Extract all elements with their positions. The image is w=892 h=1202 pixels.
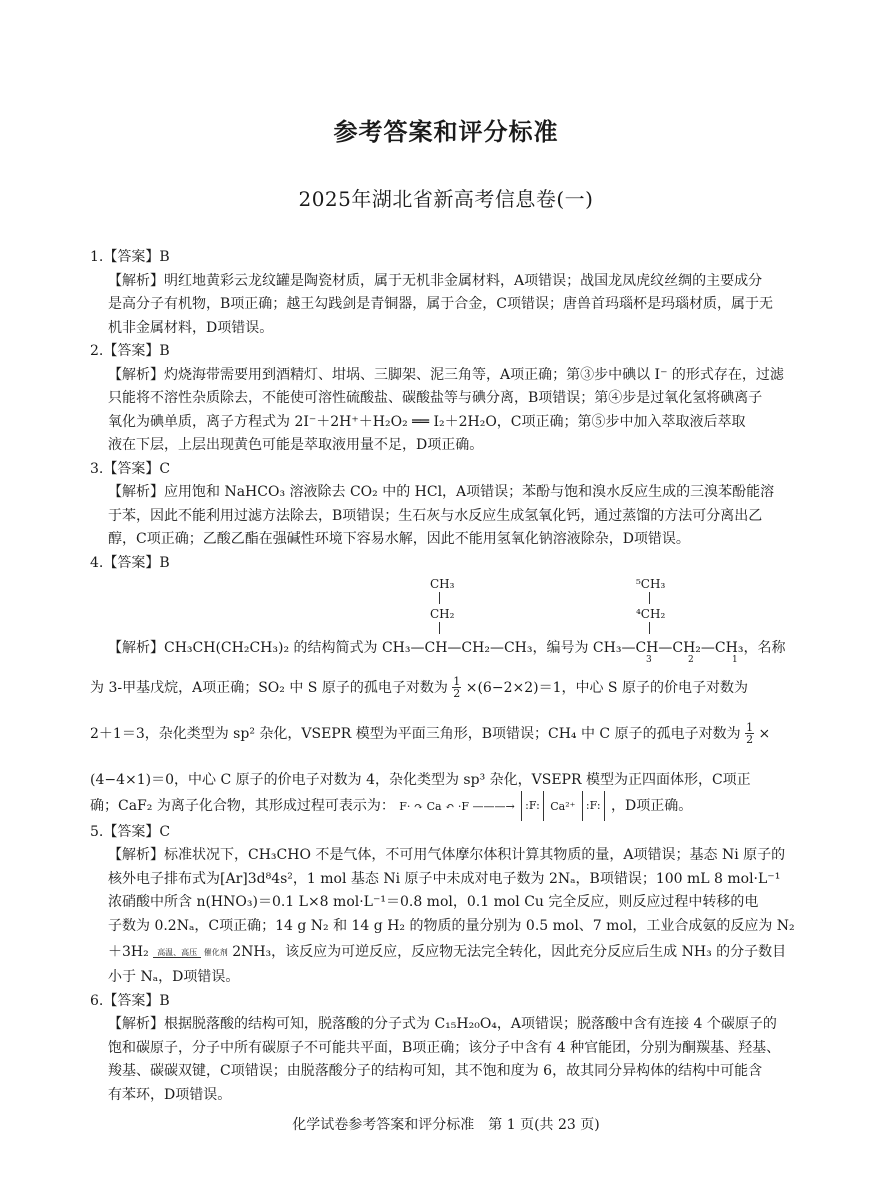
structural-formula-block xyxy=(90,575,802,649)
q4-line: 为 3-甲基戊烷，A项正确；SO₂ 中 S 原子的孤电子对数为 $\frac{1}{2}$ ×(6−2×2)＝1，中心 S 原子的价电子对数为 xyxy=(90,675,748,700)
bond-line xyxy=(649,622,650,634)
q3-explain-line: 醇，C项正确；乙酸乙酯在强碱性环境下容易水解，因此不能用氢氧化钠溶液除杂，D项错误。 xyxy=(108,531,690,547)
q6-explain-line: 有苯环，D项错误。 xyxy=(108,1086,232,1103)
q6-answer: 6.【答案】B xyxy=(90,992,170,1009)
lewis-fluoride: :F: xyxy=(521,791,544,821)
q2-explain-line: 【解析】灼烧海带需要用到酒精灯、坩埚、三脚架、泥三角等，A项正确；第③步中碘以 I⁻ 的形式存在，过滤 xyxy=(108,366,784,383)
q2-answer: 2.【答案】B xyxy=(90,343,170,359)
lewis-formation-left: F· ↷ Ca ↶ ·F ———→ xyxy=(399,799,515,813)
q5-equation-line: ＋3H₂ 高温、高压 催化剂 2NH₃，该反应为可逆反应，反应物无法完全转化，因此充分反应后生成 NH₃ 的分子数目 xyxy=(108,944,787,960)
q4-line: (4−4×1)＝0，中心 C 原子的价电子对数为 4，杂化类型为 sp³ 杂化，VSEPR 模型为正四面体形，C项正 xyxy=(90,771,751,788)
q6-explain-line: 【解析】根据脱落酸的结构可知，脱落酸的分子式为 C₁₅H₂₀O₄，A项错误；脱落酸中含有连接 4 个碳原子的 xyxy=(108,1016,777,1032)
q5-explain-line: 小于 Nₐ，D项错误。 xyxy=(108,969,240,985)
branch-4ch2: ⁴CH₂ xyxy=(636,607,666,621)
carbon-number: 2 xyxy=(688,654,694,665)
fraction: $\frac{1}{2}$ xyxy=(746,721,754,746)
q5-answer: 5.【答案】C xyxy=(90,823,171,840)
branch-5ch3: ⁵CH₃ xyxy=(636,577,666,591)
q1-answer: 1.【答案】B xyxy=(90,249,170,265)
q6-explain-line: 饱和碳原子，分子中所有碳原子不可能共平面，B项正确；该分子中含有 4 种官能团，分别为酮羰基、羟基、 xyxy=(108,1039,781,1056)
carbon-numbering xyxy=(90,655,802,665)
q1-explain-line: 【解析】明红地黄彩云龙纹罐是陶瓷材质，属于无机非金属材料，A项错误；战国龙凤虎纹丝绸的主要成分 xyxy=(108,272,763,289)
bond-line xyxy=(439,592,440,604)
q1-explain-line: 机非金属材料，D项错误。 xyxy=(108,319,274,336)
branch-ch2: CH₂ xyxy=(430,607,455,621)
page-title: 参考答案和评分标准 xyxy=(333,117,559,146)
q2-explain-line: 氧化为碘单质，离子方程式为 2I⁻＋2H⁺＋H₂O₂ ══ I₂＋2H₂O，C项正确；第⑤步中加入萃取液后萃取 xyxy=(108,413,746,430)
q3-answer: 3.【答案】C xyxy=(90,460,171,477)
q6-explain-line: 羧基、碳碳双键，C项错误；由脱落酸分子的结构可知，其不饱和度为 6，故其同分异构体的结构中可能含 xyxy=(108,1063,763,1079)
q3-explain-line: 于苯，因此不能利用过滤方法除去，B项错误；生石灰与水反应生成氢氧化钙，通过蒸馏的方法可分离出乙 xyxy=(108,507,763,524)
answer-body xyxy=(90,246,802,1107)
carbon-number: 3 xyxy=(646,654,652,665)
q2-explain-line: 液在下层，上层出现黄色可能是萃取液用量不足，D项正确。 xyxy=(108,437,484,453)
q3-explain-line: 【解析】应用饱和 NaHCO₃ 溶液除去 CO₂ 中的 HCl，A项错误；苯酚与饱和溴水反应生成的三溴苯酚能溶 xyxy=(108,484,775,500)
q4-line: 2＋1＝3，杂化类型为 sp² 杂化，VSEPR 模型为平面三角形，B项错误；CH₄ 中 C 原子的孤电子对数为 $\frac{1}{2}$ × xyxy=(90,721,771,746)
page-footer: 化学试卷参考答案和评分标准 第 1 页(共 23 页) xyxy=(292,1117,600,1133)
bond-line xyxy=(649,592,650,604)
q1-explain-line: 是高分子有机物，B项正确；越王勾践剑是青铜器，属于合金，C项错误；唐兽首玛瑙杯是玛瑙材质，属于无 xyxy=(108,296,773,312)
q2-explain-line: 只能将不溶性杂质除去，不能使可溶性硫酸盐、碳酸盐等与碘分离，B项错误；第④步是过氧化氢将碘离子 xyxy=(108,390,763,406)
q4-line: 确；CaF₂ 为离子化合物，其形成过程可表示为： F· ↷ Ca ↶ ·F ———→ :F: Ca²⁺ :F: ，D项正确。 xyxy=(90,791,802,821)
lewis-calcium: Ca²⁺ xyxy=(550,799,576,813)
branch-ch3: CH₃ xyxy=(430,577,455,591)
reaction-conditions: 高温、高压 催化剂 xyxy=(153,948,228,957)
fraction: $\frac{1}{2}$ xyxy=(453,675,461,700)
bond-line xyxy=(439,622,440,634)
q4-answer: 4.【答案】B xyxy=(90,554,170,571)
q4-struct-line: 【解析】CH₃CH(CH₂CH₃)₂ 的结构简式为 CH₃—CH—CH₂—CH₃，编号为 CH₃—CH—CH₂—CH₃，名称 xyxy=(108,640,786,656)
q5-explain-line: 核外电子排布式为[Ar]3d⁸4s²，1 mol 基态 Ni 原子中未成对电子数为 2Nₐ，B项错误；100 mL 8 mol·L⁻¹ xyxy=(108,870,781,887)
q5-explain-line: 【解析】标准状况下，CH₃CHO 不是气体，不可用气体摩尔体积计算其物质的量，A项错误；基态 Ni 原子的 xyxy=(108,847,786,863)
page-subtitle: 2025年湖北省新高考信息卷(一) xyxy=(298,187,594,211)
carbon-number: 1 xyxy=(732,654,738,665)
q5-explain-line: 子数为 0.2Nₐ，C项正确；14 g N₂ 和 14 g H₂ 的物质的量分别为 0.5 mol、7 mol，工业合成氨的反应为 N₂ xyxy=(108,917,795,934)
lewis-fluoride: :F: xyxy=(582,791,605,821)
q5-explain-line: 浓硝酸中所含 n(HNO₃)＝0.1 L×8 mol·L⁻¹＝0.8 mol，0.1 mol Cu 完全反应，则反应过程中转移的电 xyxy=(108,894,759,910)
